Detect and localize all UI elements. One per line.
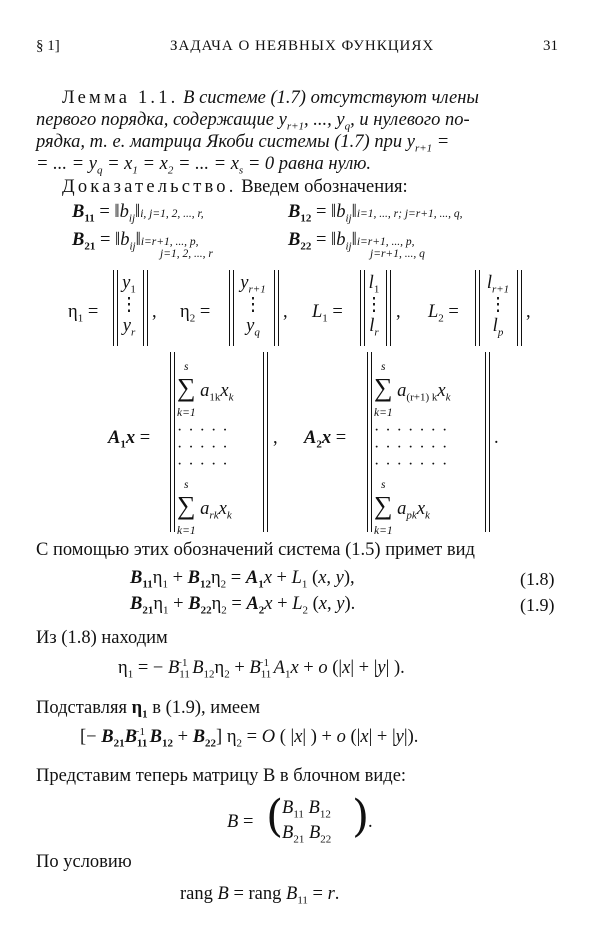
A1x-label: $A_1x$ = [108, 428, 151, 451]
def-B21: $B_{21}$ = $‖b_{ij}‖i=r+1$, ..., p, [72, 230, 199, 253]
eta1-label: $\eta_1$ = [68, 302, 99, 325]
lemma-line-4: = ... = $y_q = x_1 = x_2$ = ... = $x_s = 0$ равна нулю. [36, 154, 372, 177]
eq-1-9-number: (1.9) [520, 595, 555, 615]
def-B12: $B_{12}$ = $‖b_{ij}‖i=1$, ..., r; j=r+1, ..., q, [288, 202, 463, 225]
left-paren: ( [266, 791, 284, 842]
B-equals: B = [227, 812, 254, 832]
L2-col: $l_{r+1}$ ⋮ $l_p$ [486, 273, 510, 339]
A1x-norm [170, 352, 175, 532]
page-number: 31 [543, 38, 558, 54]
proof-line [62, 177, 408, 198]
by-condition-text: По условию [36, 852, 132, 872]
A2x-col: s ∑ $a_{(r+1) k}x_k$ k=1 ······· ······· ······· s ∑ $a_{pk}x_k$ k=1 [374, 361, 454, 537]
def-B21-sub2: j=1, 2, ..., r [160, 248, 213, 260]
L1-label: $L_1$ = [312, 302, 343, 325]
lemma-text: В системе (1.7) отсутствуют члены [183, 88, 479, 108]
substituted-equation: [− $B_{21}B_{11}^{-1}$ $B_{12} + B_{22}$] $\eta_2 = O$ ( |x| ) + o (|x| + |y|). [80, 725, 419, 750]
L2-norm-r [517, 270, 522, 346]
eta1-col: $y_1$ ⋮ $y_r$ [119, 273, 139, 339]
lemma-line-3: рядка, т. е. матрица Якоби системы (1.7) при $y_{r+1}$ = [36, 132, 450, 155]
A2x-norm [367, 352, 372, 532]
A1x-col: s ∑ $a_{1k}x_k$ k=1 ····· ····· ····· s ∑ $a_{rk}x_k$ k=1 [177, 361, 234, 537]
eta1-norm-r [143, 270, 148, 346]
B-block-matrix: $B_{11}$ $B_{12}$ $B_{21}$ $B_{22}$ [282, 798, 332, 846]
proof-label: Доказательство. [62, 177, 237, 197]
eq-1-9: $B_{21}\eta_1 + B_{22}\eta_2 = A_2x + L_2$ (x, y). [130, 594, 356, 617]
L1-norm-r [386, 270, 391, 346]
running-title: ЗАДАЧА О НЕЯВНЫХ ФУНКЦИЯХ [170, 38, 435, 54]
def-B22-sub2: j=r+1, ..., q [370, 248, 425, 260]
eq-1-8: $B_{11}\eta_1 + B_{12}\eta_2 = A_1x + L_1$ (x, y), [130, 568, 355, 591]
def-B22: $B_{22}$ = $‖b_{ij}‖i=r+1$, ..., p, [288, 230, 415, 253]
eta2-norm-r [274, 270, 279, 346]
A1x-norm-r [263, 352, 268, 532]
substituting-line: Подставляя $\eta_1$ в (1.9), имеем [36, 698, 261, 721]
def-B11: $B_{11}$ = $‖b_{ij}‖i$, j=1, 2, ..., r, [72, 202, 204, 225]
lemma-label: Лемма 1.1. [62, 88, 179, 108]
from-1-8-text: Из (1.8) находим [36, 628, 168, 648]
section-marker: § 1] [36, 38, 60, 54]
A2x-norm-r [485, 352, 490, 532]
eta1-solution: $\eta_1$ = − $B_{11}^{-1}$ $B_{12}\eta_2 + B_{11}^{-1}$ $A_1x + o$ (|x| + |y| ). [118, 656, 405, 681]
with-notation-text: С помощью этих обозначений система (1.5) примет вид [36, 540, 475, 560]
eq-1-8-number: (1.8) [520, 569, 555, 589]
eta2-col: $y_{r+1}$ ⋮ $y_q$ [240, 273, 266, 339]
proof-intro: Введем обозначения: [241, 177, 408, 197]
L2-label: $L_2$ = [428, 302, 459, 325]
rank-equation: rang B = rang $B_{11} = r$. [180, 884, 340, 907]
L1-col: $l_1$ ⋮ $l_r$ [364, 273, 384, 339]
lemma-line-1 [62, 88, 479, 109]
block-form-text: Представим теперь матрицу B в блочном виде: [36, 766, 407, 786]
eta2-label: $\eta_2$ = [180, 302, 211, 325]
A2x-label: $A_2x$ = [304, 428, 347, 451]
right-paren: ) [352, 791, 370, 842]
lemma-line-2: первого порядка, содержащие $y_{r+1}$, ..., $y_q$, и нулевого по- [36, 110, 470, 133]
